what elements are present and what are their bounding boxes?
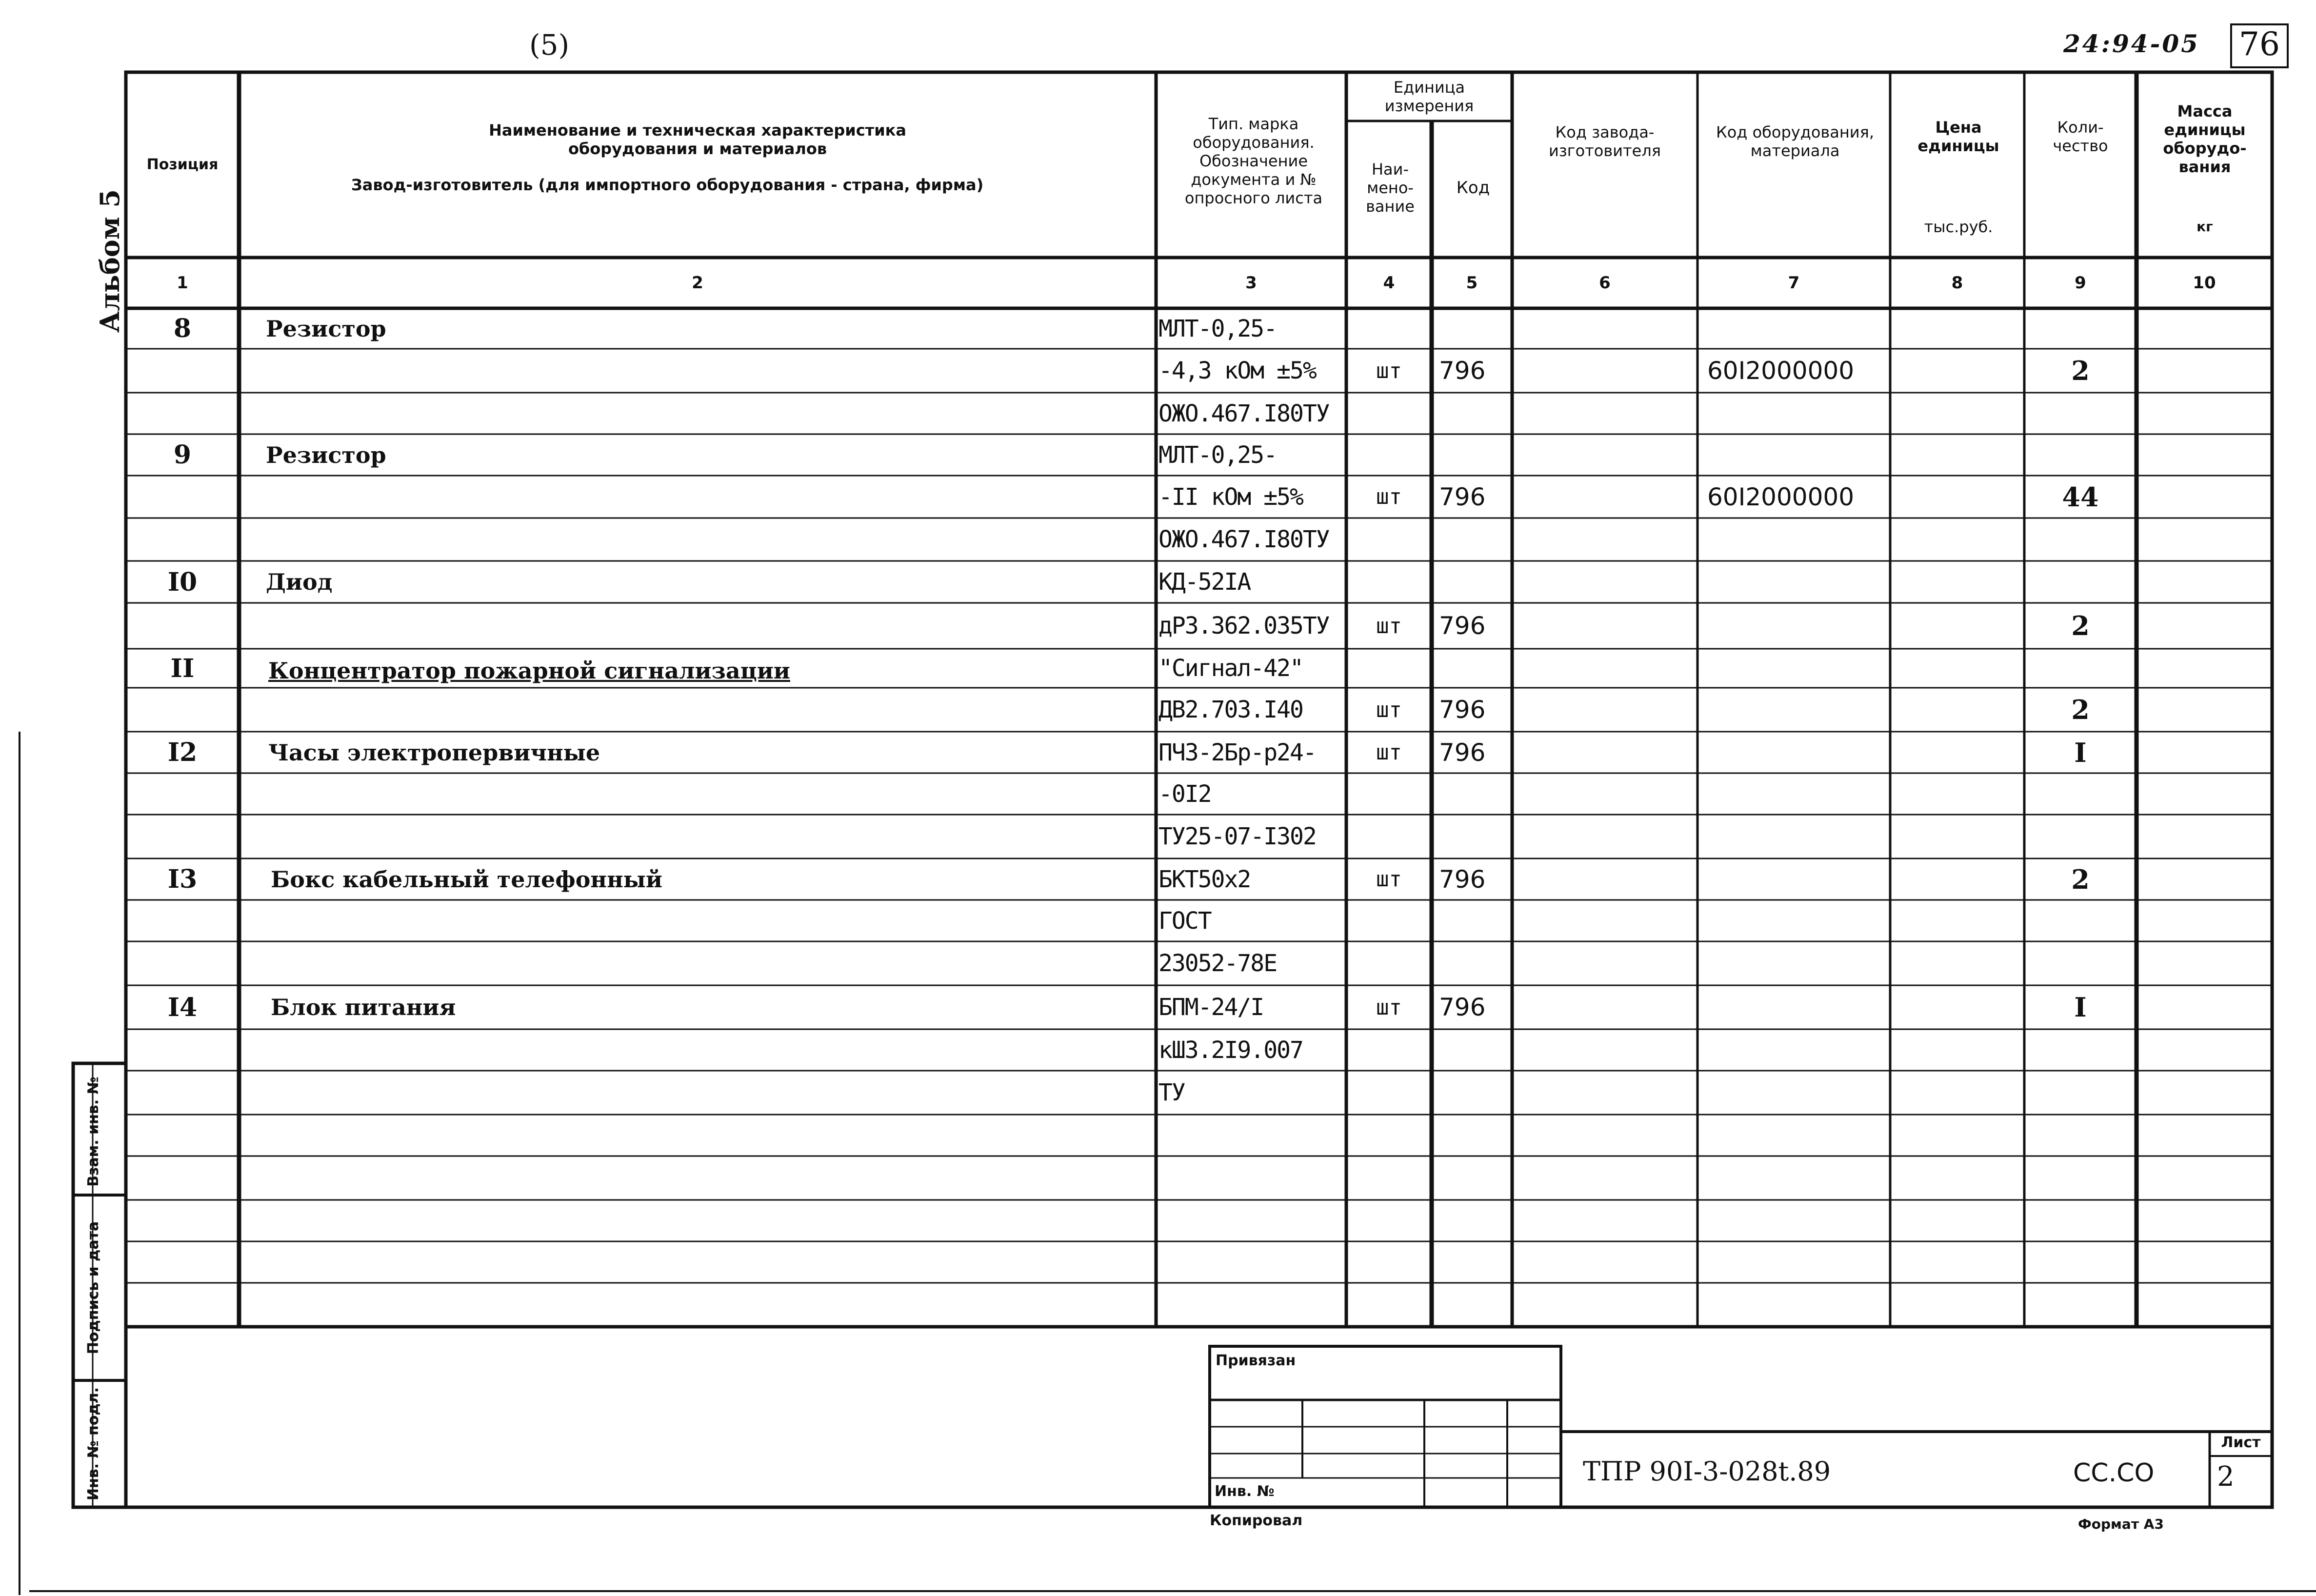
- stamp-replacement-inv: Взам. инв. №: [84, 1077, 102, 1187]
- row-qty: 2: [2071, 694, 2090, 725]
- row-type: ОЖО.467.I80ТУ: [1158, 526, 1329, 553]
- row-type: ДВ2.703.I40: [1158, 696, 1303, 723]
- row-qty: 2: [2071, 355, 2090, 386]
- row-qty: 44: [2062, 481, 2099, 513]
- header-unit-code: Код: [1456, 178, 1490, 198]
- row-name: Резистор: [266, 441, 386, 468]
- col-number: 6: [1599, 273, 1611, 293]
- row-type: БКТ50х2: [1158, 865, 1251, 893]
- row-position: 8: [173, 314, 192, 343]
- header-mass: Масса единицы оборудо- вания: [2163, 102, 2247, 176]
- row-equip-code: 60I2000000: [1707, 357, 1855, 385]
- list-number: 2: [2217, 1461, 2235, 1493]
- row-position: II: [170, 653, 195, 683]
- row-name: Блок питания: [271, 994, 456, 1020]
- col-number: 1: [177, 273, 188, 293]
- col-number: 2: [692, 273, 703, 293]
- row-unit: шт: [1376, 867, 1402, 892]
- page-marker: (5): [529, 28, 570, 61]
- row-name: Часы электропервичные: [268, 739, 600, 766]
- row-qty: 2: [2071, 863, 2090, 895]
- row-type: ГОСТ: [1158, 907, 1211, 935]
- col-number: 4: [1383, 273, 1395, 293]
- row-type: кШ3.2I9.007: [1158, 1036, 1303, 1064]
- stamp-signature-date: Подпись и дата: [84, 1221, 102, 1355]
- header-name-line1: Наименование и техническая характеристика: [489, 121, 906, 140]
- row-name: Бокс кабельный телефонный: [271, 866, 662, 893]
- header-position: Позиция: [146, 156, 219, 173]
- attached-label: Привязан: [1216, 1352, 1296, 1369]
- row-type: -4,3 кОм ±5%: [1158, 357, 1316, 384]
- row-qty: I: [2074, 737, 2087, 768]
- col-number: 10: [2193, 273, 2216, 293]
- row-code: 796: [1439, 993, 1486, 1021]
- row-code: 796: [1439, 738, 1486, 767]
- row-position: I4: [167, 992, 198, 1022]
- sheet-code: СС.СО: [2073, 1458, 2155, 1488]
- row-name: Резистор: [266, 315, 386, 342]
- row-type: КД-52IА: [1158, 568, 1251, 596]
- row-type: БПМ-24/I: [1158, 994, 1264, 1021]
- row-name: Концентратор пожарной сигнализации: [268, 658, 790, 684]
- row-code: 796: [1439, 482, 1486, 511]
- doc-code: ТПР 90I-3-028t.89: [1583, 1456, 1831, 1487]
- album-label: Альбом 5: [94, 189, 125, 333]
- row-position: I2: [167, 738, 198, 767]
- col-number: 8: [1951, 273, 1963, 293]
- col-number: 9: [2075, 273, 2086, 293]
- row-unit: шт: [1376, 740, 1402, 765]
- inv-no-label: Инв. №: [1215, 1483, 1275, 1500]
- header-name-line2: оборудования и материалов: [568, 140, 827, 158]
- col-number: 5: [1466, 273, 1478, 293]
- row-code: 796: [1439, 865, 1486, 894]
- header-unit-name: Наи- мено- вание: [1366, 160, 1415, 216]
- row-qty: I: [2074, 992, 2087, 1023]
- row-unit: шт: [1376, 613, 1402, 638]
- header-unit: Единица измерения: [1384, 78, 1474, 115]
- header-price-unit: тыс.руб.: [1924, 218, 1993, 236]
- row-position: I0: [167, 567, 198, 597]
- row-type: ОЖО.467.I80ТУ: [1158, 399, 1329, 427]
- row-type: ТУ: [1158, 1079, 1185, 1106]
- row-type: 23052-78Е: [1158, 950, 1277, 977]
- row-type: ТУ25-07-I302: [1158, 823, 1316, 850]
- header-price: Цена единицы: [1917, 118, 1999, 155]
- row-type: МЛТ-0,25-: [1158, 315, 1277, 342]
- row-type: "Сигнал-42": [1158, 655, 1303, 682]
- copied-label: Копировал: [1210, 1512, 1303, 1529]
- row-name: Диод: [266, 569, 333, 595]
- row-unit: шт: [1376, 697, 1402, 722]
- list-label: Лист: [2221, 1434, 2261, 1451]
- row-position: 9: [173, 440, 192, 470]
- header-type-mark: Тип. марка оборудования. Обозначение документа и № опросного листа: [1184, 115, 1323, 207]
- row-code: 796: [1439, 612, 1486, 640]
- header-maker-code: Код завода- изготовителя: [1548, 123, 1661, 160]
- header-name-line3: Завод-изготовитель (для импортного оборудования - страна, фирма): [351, 176, 984, 194]
- format-label: Формат А3: [2078, 1516, 2164, 1532]
- row-unit: шт: [1376, 995, 1402, 1020]
- header-name: [239, 72, 1156, 258]
- row-position: I3: [167, 864, 198, 894]
- row-type: МЛТ-0,25-: [1158, 441, 1277, 469]
- col-number: 3: [1245, 273, 1257, 293]
- row-unit: шт: [1376, 484, 1402, 509]
- row-type: ПЧЗ-2Бр-р24-: [1158, 738, 1316, 766]
- row-qty: 2: [2071, 610, 2090, 641]
- header-mass-unit: кг: [2196, 219, 2213, 235]
- row-type: дР3.362.035ТУ: [1158, 612, 1329, 639]
- header-equip-code: Код оборудования, материала: [1716, 123, 1875, 160]
- stamp-original-inv: Инв. № подл.: [84, 1387, 102, 1501]
- sheet-number: 76: [2239, 25, 2280, 63]
- header-qty: Коли- чество: [2053, 118, 2108, 155]
- row-code: 796: [1439, 357, 1486, 385]
- row-unit: шт: [1376, 358, 1402, 383]
- row-type: -0I2: [1158, 780, 1211, 808]
- archive-number: 24:94-05: [2063, 29, 2200, 58]
- row-code: 796: [1439, 696, 1486, 724]
- row-type: -II кОм ±5%: [1158, 483, 1303, 511]
- row-equip-code: 60I2000000: [1707, 482, 1855, 511]
- col-number: 7: [1788, 273, 1800, 293]
